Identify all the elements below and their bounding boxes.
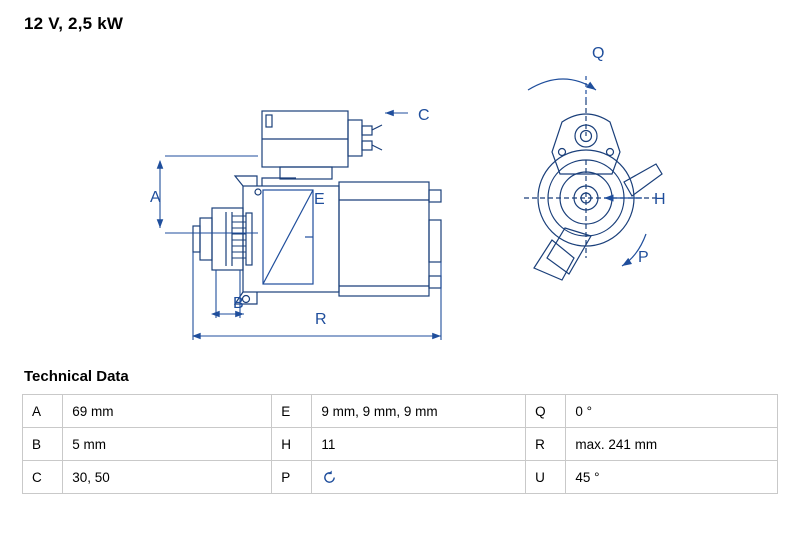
row-value-e: 9 mm, 9 mm, 9 mm [312, 395, 526, 428]
page-title: 12 V, 2,5 kW [24, 14, 124, 33]
label-a: A [150, 189, 161, 206]
table-row [23, 395, 778, 428]
label-h: H [654, 191, 666, 208]
e-leader [263, 190, 313, 284]
row-key-b: B [23, 428, 63, 461]
technical-data-table [22, 394, 778, 494]
row-value-q: 0 ° [566, 395, 778, 428]
row-key-p: P [272, 461, 312, 494]
row-key-a: A [23, 395, 63, 428]
row-key-h: H [272, 428, 312, 461]
row-value-c: 30, 50 [63, 461, 272, 494]
row-value-h: 11 [312, 428, 526, 461]
rotation-clockwise-icon [321, 469, 338, 486]
row-key-r: R [526, 428, 566, 461]
row-value-a: 69 mm [63, 395, 272, 428]
row-value-u: 45 ° [566, 461, 778, 494]
row-key-u: U [526, 461, 566, 494]
technical-drawing [0, 40, 800, 360]
table-row [23, 428, 778, 461]
label-r: R [315, 311, 327, 328]
label-q: Q [592, 45, 605, 62]
q-arc [528, 76, 596, 100]
label-e: E [314, 191, 325, 208]
row-value-r: max. 241 mm [566, 428, 778, 461]
row-key-e: E [272, 395, 312, 428]
row-value-p [312, 461, 526, 494]
label-c: C [418, 107, 430, 124]
table-row [23, 461, 778, 494]
technical-data-heading: Technical Data [24, 368, 129, 385]
row-key-q: Q [526, 395, 566, 428]
row-key-c: C [23, 461, 63, 494]
label-p: P [638, 249, 649, 266]
row-value-b: 5 mm [63, 428, 272, 461]
label-b: B [233, 295, 244, 312]
